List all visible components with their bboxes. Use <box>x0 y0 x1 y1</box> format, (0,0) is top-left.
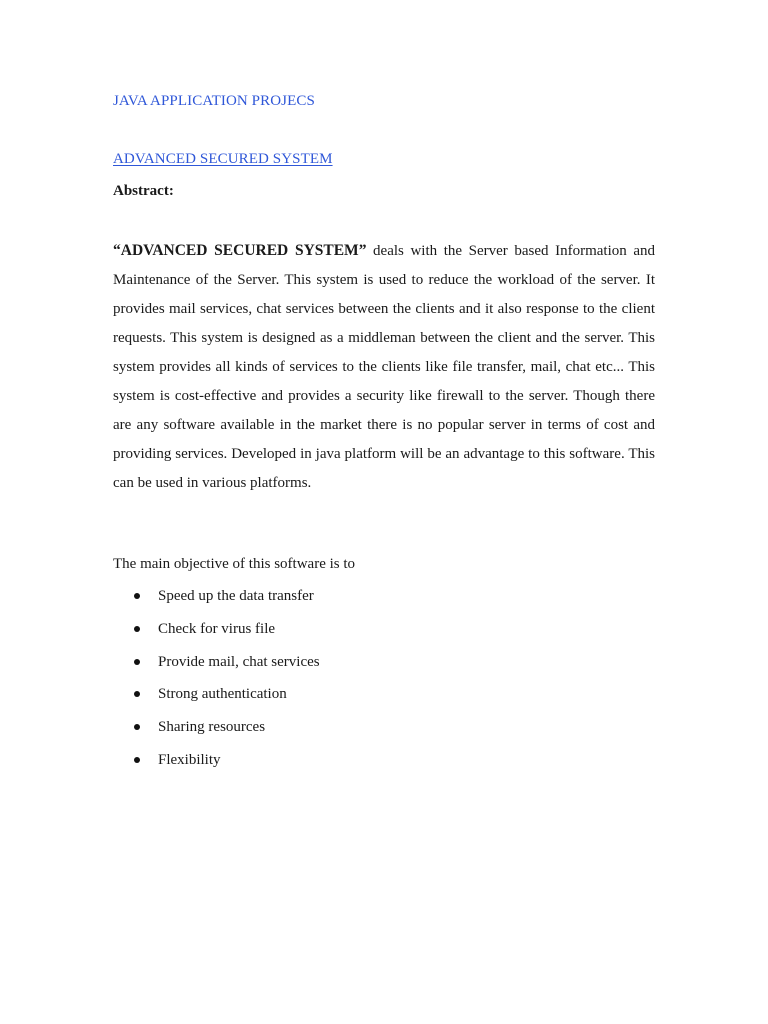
list-item-label: Check for virus file <box>158 620 276 637</box>
list-item-label: Sharing resources <box>158 719 266 736</box>
bullet-icon <box>134 724 140 730</box>
list-item <box>113 585 320 618</box>
list-item-label: Flexibility <box>158 751 221 768</box>
objective-intro: The main objective of this software is to <box>113 556 356 572</box>
abstract-lead: “ADVANCED SECURED SYSTEM” <box>113 242 367 259</box>
list-item <box>113 618 320 651</box>
list-item <box>113 716 320 749</box>
bullet-icon <box>134 593 140 599</box>
abstract-label: Abstract: <box>113 183 174 199</box>
list-item-label: Speed up the data transfer <box>158 588 314 604</box>
bullet-icon <box>134 757 140 763</box>
bullet-icon <box>134 691 140 697</box>
list-item <box>113 651 320 684</box>
abstract-paragraph <box>113 236 655 498</box>
list-item <box>113 683 320 716</box>
bullet-icon <box>134 626 140 632</box>
list-item-label: Provide mail, chat services <box>158 653 320 670</box>
project-title-link[interactable]: ADVANCED SECURED SYSTEM <box>113 151 333 167</box>
objective-list <box>113 585 320 782</box>
list-item <box>113 749 320 782</box>
bullet-icon <box>134 659 140 665</box>
abstract-body: deals with the Server based Information and Maintenance of the Server. This system is used to reduce the workload of the server. It provides mail services, chat services between the clients and it also response to the client requests. This system is designed as a middleman between the client and the server. This system provides all kinds of services to the clients like file transfer, mail, chat etc... This system is cost-effective and provides a security like firewall to the server. Though there are any software available in the market there is no popular server in terms of cost and providing services. Developed in java platform will be an advantage to this software. This can be used in various platforms. <box>113 243 656 492</box>
page-title: JAVA APPLICATION PROJECS <box>113 93 315 109</box>
list-item-label: Strong authentication <box>158 686 287 703</box>
